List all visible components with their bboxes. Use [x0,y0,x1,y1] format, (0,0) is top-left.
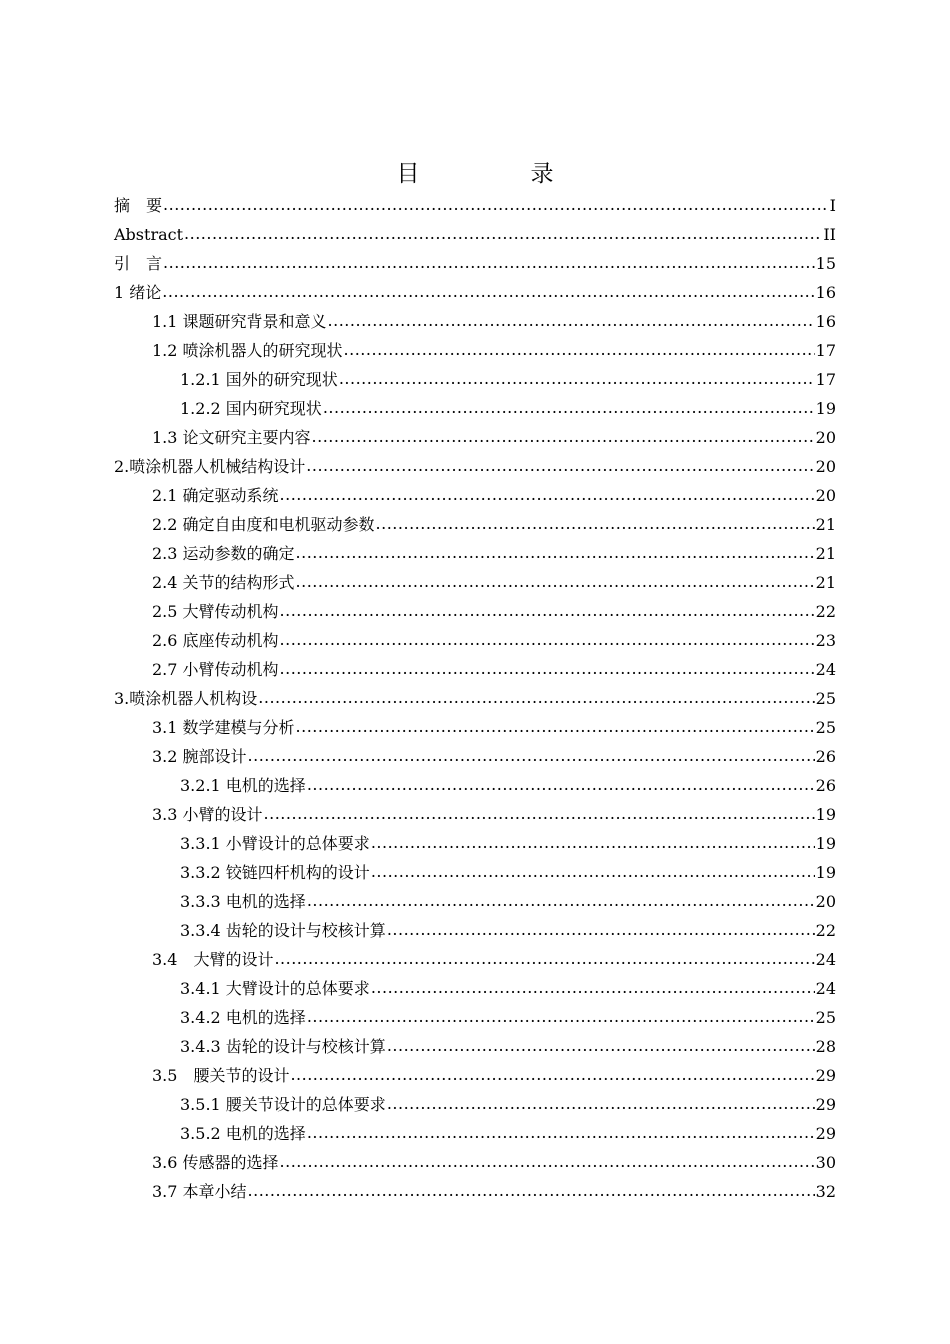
toc-dot-leader [344,335,815,364]
toc-entry-page-number: 22 [815,602,836,621]
toc-entry-page-number: 16 [815,312,836,331]
toc-entry-label: 3.2.1 电机的选择 [180,776,306,795]
toc-entry-page-number: 24 [815,950,836,969]
toc-entry-label: 1 绪论 [114,283,162,302]
toc-dot-leader [258,683,814,712]
toc-entry-label: 3.4.3 齿轮的设计与校核计算 [180,1037,386,1056]
toc-entry-page-number: I [829,196,836,215]
toc-entry[interactable] [114,800,836,829]
toc-dot-leader [307,886,815,915]
toc-dot-leader [280,480,815,509]
toc-dot-leader [387,915,815,944]
toc-entry[interactable] [114,713,836,742]
toc-entry[interactable] [114,394,836,423]
toc-entry-label: 2.3 运动参数的确定 [152,544,295,563]
toc-dot-leader [163,190,829,219]
toc-dot-leader [307,1118,815,1147]
toc-entry-label: 3.1 数学建模与分析 [152,718,295,737]
toc-entry-label: 2.6 底座传动机构 [152,631,279,650]
toc-entry[interactable] [114,1119,836,1148]
toc-entry[interactable] [114,626,836,655]
toc-entry[interactable] [114,568,836,597]
toc-entry-page-number: 15 [815,254,836,273]
toc-entry-label: 1.2 喷涂机器人的研究现状 [152,341,343,360]
toc-dot-leader [371,828,815,857]
toc-entry-label: 3.2 腕部设计 [152,747,247,766]
toc-entry-page-number: 32 [815,1182,836,1201]
toc-dot-leader [280,654,815,683]
toc-entry[interactable] [114,684,836,713]
toc-entry-label: 3.3.3 电机的选择 [180,892,306,911]
toc-entry-page-number: 29 [815,1124,836,1143]
toc-entry-label: 3.4.1 大臂设计的总体要求 [180,979,370,998]
toc-entry-label: 2.4 关节的结构形式 [152,573,295,592]
toc-entry-page-number: 19 [815,805,836,824]
toc-entry-page-number: 26 [815,776,836,795]
toc-dot-leader [162,277,814,306]
toc-entry[interactable] [114,771,836,800]
toc-entry-label: 3.6 传感器的选择 [152,1153,279,1172]
toc-dot-leader [387,1089,815,1118]
toc-entry-label: 摘 要 [114,196,163,215]
toc-entry[interactable] [114,742,836,771]
toc-dot-leader [296,567,815,596]
toc-title: 目 录 [396,161,598,187]
toc-dot-leader [387,1031,815,1060]
toc-entry[interactable] [114,220,836,249]
toc-dot-leader [307,770,815,799]
toc-entry-page-number: 19 [815,399,836,418]
toc-entry[interactable] [114,539,836,568]
toc-entry[interactable] [114,452,836,481]
toc-dot-leader [296,712,815,741]
toc-entry[interactable] [114,278,836,307]
toc-entry[interactable] [114,829,836,858]
toc-entry[interactable] [114,597,836,626]
toc-dot-leader [280,625,815,654]
toc-entry[interactable] [114,423,836,452]
toc-entry[interactable] [114,1061,836,1090]
toc-dot-leader [328,306,815,335]
toc-entry-page-number: 23 [815,631,836,650]
toc-dot-leader [280,1147,815,1176]
toc-dot-leader [371,857,815,886]
toc-entry[interactable] [114,916,836,945]
toc-entry-label: 2.2 确定自由度和电机驱动参数 [152,515,375,534]
toc-entry-page-number: 17 [815,341,836,360]
toc-entry[interactable] [114,887,836,916]
toc-dot-leader [296,538,815,567]
toc-dot-leader [312,422,815,451]
toc-entry[interactable] [114,1148,836,1177]
toc-entry-label: 2.5 大臂传动机构 [152,602,279,621]
toc-entry-page-number: 21 [815,544,836,563]
toc-dot-leader [248,741,815,770]
toc-entry-page-number: 20 [815,428,836,447]
toc-entry[interactable] [114,336,836,365]
toc-dot-leader [376,509,815,538]
toc-entry-label: 3.5 腰关节的设计 [152,1066,290,1085]
toc-entry-label: 引 言 [114,254,163,273]
toc-entry-label: 2.1 确定驱动系统 [152,486,279,505]
toc-entry-page-number: 25 [815,1008,836,1027]
toc-dot-leader [184,219,822,248]
toc-dot-leader [307,1002,815,1031]
toc-entry[interactable] [114,191,836,220]
toc-entry-label: 1.2.2 国内研究现状 [180,399,322,418]
toc-entry-label: Abstract [114,225,184,244]
toc-entry-label: 3.5.2 电机的选择 [180,1124,306,1143]
toc-dot-leader [306,451,814,480]
toc-entry[interactable] [114,1090,836,1119]
toc-dot-leader [163,248,815,277]
toc-entry-page-number: 20 [815,486,836,505]
toc-entry-page-number: 20 [815,892,836,911]
toc-dot-leader [274,944,814,973]
toc-entry[interactable] [114,974,836,1003]
toc-entry[interactable] [114,858,836,887]
toc-entry-label: 1.3 论文研究主要内容 [152,428,311,447]
toc-entry-page-number: 25 [815,718,836,737]
toc-entry-label: 3.喷涂机器人机构设 [114,689,258,708]
toc-entry-label: 3.3.2 铰链四杆机构的设计 [180,863,370,882]
toc-entry-page-number: 21 [815,515,836,534]
toc-dot-leader [248,1176,815,1205]
toc-entry-label: 1.2.1 国外的研究现状 [180,370,338,389]
toc-entry[interactable] [114,249,836,278]
toc-entry-label: 3.3.1 小臂设计的总体要求 [180,834,370,853]
toc-entry-page-number: 19 [815,834,836,853]
toc-entry-page-number: 30 [815,1153,836,1172]
toc-entry[interactable] [114,481,836,510]
toc-entry[interactable] [114,1177,836,1206]
toc-entry-page-number: 21 [815,573,836,592]
toc-entry-label: 3.7 本章小结 [152,1182,247,1201]
toc-entry-label: 3.3 小臂的设计 [152,805,263,824]
toc-entry[interactable] [114,365,836,394]
toc-entry-page-number: 24 [815,660,836,679]
toc-entry-label: 3.4 大臂的设计 [152,950,274,969]
toc-entry-label: 3.3.4 齿轮的设计与校核计算 [180,921,386,940]
toc-list [114,191,836,1206]
toc-entry[interactable] [114,655,836,684]
toc-entry-page-number: 28 [815,1037,836,1056]
toc-entry[interactable] [114,510,836,539]
toc-dot-leader [264,799,815,828]
toc-entry[interactable] [114,1032,836,1061]
toc-entry-page-number: 25 [815,689,836,708]
toc-entry-page-number: 19 [815,863,836,882]
toc-entry-page-number: 16 [815,283,836,302]
toc-entry-page-number: 17 [815,370,836,389]
toc-entry-label: 3.4.2 电机的选择 [180,1008,306,1027]
toc-entry-label: 2.7 小臂传动机构 [152,660,279,679]
toc-entry[interactable] [114,945,836,974]
toc-entry-label: 3.5.1 腰关节设计的总体要求 [180,1095,386,1114]
toc-dot-leader [323,393,815,422]
toc-entry-page-number: 26 [815,747,836,766]
toc-entry-page-number: 29 [815,1066,836,1085]
toc-entry-page-number: 24 [815,979,836,998]
toc-entry[interactable] [114,307,836,336]
toc-dot-leader [290,1060,814,1089]
toc-dot-leader [371,973,815,1002]
toc-entry-page-number: II [823,225,836,244]
toc-entry[interactable] [114,1003,836,1032]
toc-entry-page-number: 29 [815,1095,836,1114]
toc-entry-page-number: 22 [815,921,836,940]
toc-dot-leader [280,596,815,625]
toc-entry-label: 1.1 课题研究背景和意义 [152,312,327,331]
toc-entry-page-number: 20 [815,457,836,476]
toc-dot-leader [339,364,815,393]
toc-entry-label: 2.喷涂机器人机械结构设计 [114,457,306,476]
